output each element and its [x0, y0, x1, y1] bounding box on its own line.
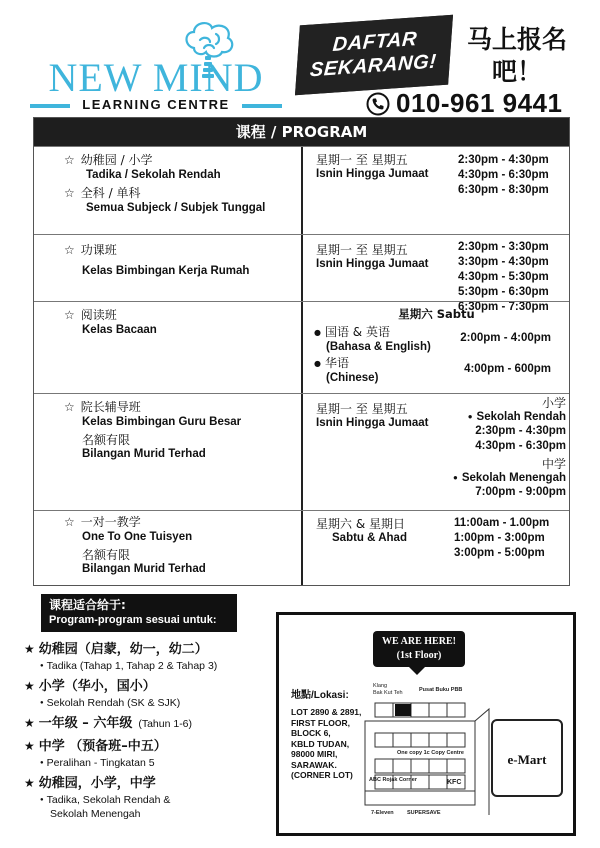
program-row	[34, 510, 569, 585]
program-groups: 小学 ● Sekolah Rendah 2:30pm - 4:30pm 4:30pm - 6:30pm 中学 ● Sekolah Menengah 7:00pm - 9:00pm	[434, 396, 566, 500]
list-item: ★ 幼稚园，小学，中学 ● Tadika, Sekolah Rendah & Sekolah Menengah	[24, 774, 274, 821]
program-name: ☆ 功课班 Kelas Bimbingan Kerja Rumah	[64, 243, 250, 277]
register-now-badge	[295, 15, 453, 95]
column-divider	[301, 302, 303, 393]
program-days: 星期一 至 星期五 Isnin Hingga Jumaat	[316, 402, 429, 429]
brand-subtitle: LEARNING CENTRE	[82, 97, 230, 112]
star-icon: ☆	[64, 186, 75, 200]
landmark-7-eleven: 7-Eleven	[371, 810, 394, 816]
phone-number: 010-961 9441	[396, 88, 563, 118]
we-are-here-callout: WE ARE HERE! (1st Floor)	[373, 631, 465, 667]
program-days: 星期一 至 星期五 Isnin Hingga Jumaat	[316, 153, 429, 180]
location-map	[276, 612, 576, 836]
cta-line-2: SEKARANG!	[309, 50, 438, 82]
program-table	[33, 117, 570, 586]
cta-chinese-line-2: 吧！	[491, 57, 542, 86]
star-icon: ☆	[64, 243, 75, 257]
landmark-supersave: SUPERSAVE	[407, 810, 441, 816]
landmark-copy: One copy 1c Copy Centre	[397, 750, 464, 756]
landmark-klang: Klang Bak Kut Teh	[373, 683, 403, 696]
program-times: 2:30pm - 3:30pm 3:30pm - 4:30pm 4:30pm - 5:30pm 5:30pm - 6:30pm 6:30pm - 7:30pm	[458, 241, 549, 313]
brand-name: NEW MIND	[48, 55, 264, 100]
address-title: 地點/Lokasi:	[291, 690, 349, 701]
landmark-kfc: KFC	[447, 779, 462, 786]
program-row	[34, 146, 569, 234]
program-name: ☆ 阅读班 Kelas Bacaan	[64, 308, 157, 336]
cta-line-1: DAFTAR	[331, 28, 418, 56]
star-icon: ☆	[64, 153, 75, 167]
program-row	[34, 301, 569, 393]
program-times: 2:30pm - 4:30pm 4:30pm - 6:30pm 6:30pm - 8:30pm	[458, 154, 549, 196]
program-times: 11:00am - 1.00pm 1:00pm - 3:00pm 3:00pm - 5:00pm	[454, 517, 550, 559]
star-icon: ☆	[64, 400, 75, 414]
list-item: ★ 中学 （预备班–中五） ● Peralihan - Tingkatan 5	[24, 737, 274, 770]
phone-icon	[366, 92, 390, 116]
landmark-pusat: Pusat Buku PBB	[419, 687, 463, 693]
cta-chinese-line-1: 马上报名	[466, 25, 567, 54]
program-row	[34, 393, 569, 510]
program-days: 星期六 & 星期日 Sabtu & Ahad	[316, 517, 407, 544]
star-icon: ☆	[64, 308, 75, 322]
suitable-for-header: 课程适合给于: Program-program sesuai untuk:	[41, 594, 237, 632]
program-name: ☆ 一对一教学 One To One Tuisyen 名额有限 Bilangan Murid Terhad	[64, 515, 206, 575]
program-name: ☆ 幼稚园 / 小学 Tadika / Sekolah Rendah ☆ 全科 / 单科 Semua Subjeck / Subjek Tunggal	[64, 153, 266, 214]
program-schedule: 星期六 Sabtu ● 国语 & 英语 (Bahasa & English) 2:00pm - 4:00pm ● 华语 (Chinese) 4:00pm - 600pm	[304, 307, 569, 385]
program-days: 星期一 至 星期五 Isnin Hingga Jumaat	[316, 243, 429, 270]
suitable-for-list	[24, 640, 274, 821]
column-divider	[301, 394, 303, 510]
column-divider	[301, 511, 303, 585]
cta-chinese	[458, 24, 576, 88]
phone-contact	[366, 88, 562, 119]
list-item: ★ 幼稚园（启蒙，幼一，幼二） ● Tadika (Tahap 1, Tahap 2 & Tahap 3)	[24, 640, 274, 673]
brand-logo	[28, 20, 284, 112]
landmark-abc: ABC Rojak Corner	[369, 777, 417, 783]
landmark-emart: e-Mart	[491, 719, 563, 797]
address-block: LOT 2890 & 2891, FIRST FLOOR, BLOCK 6, KBLD TUDAN, 98000 MIRI, SARAWAK. (CORNER LOT)	[291, 707, 362, 780]
program-table-title: 课程 / PROGRAM	[34, 118, 569, 146]
list-item: ★ 一年级 – 六年级 (Tahun 1-6)	[24, 714, 274, 733]
list-item: ★ 小学（华小，国小） ● Sekolah Rendah (SK & SJK)	[24, 677, 274, 710]
star-icon: ☆	[64, 515, 75, 529]
column-divider	[301, 147, 303, 234]
location-marker	[395, 704, 411, 716]
program-name: ☆ 院长辅导班 Kelas Bimbingan Guru Besar 名额有限 Bilangan Murid Terhad	[64, 400, 242, 460]
